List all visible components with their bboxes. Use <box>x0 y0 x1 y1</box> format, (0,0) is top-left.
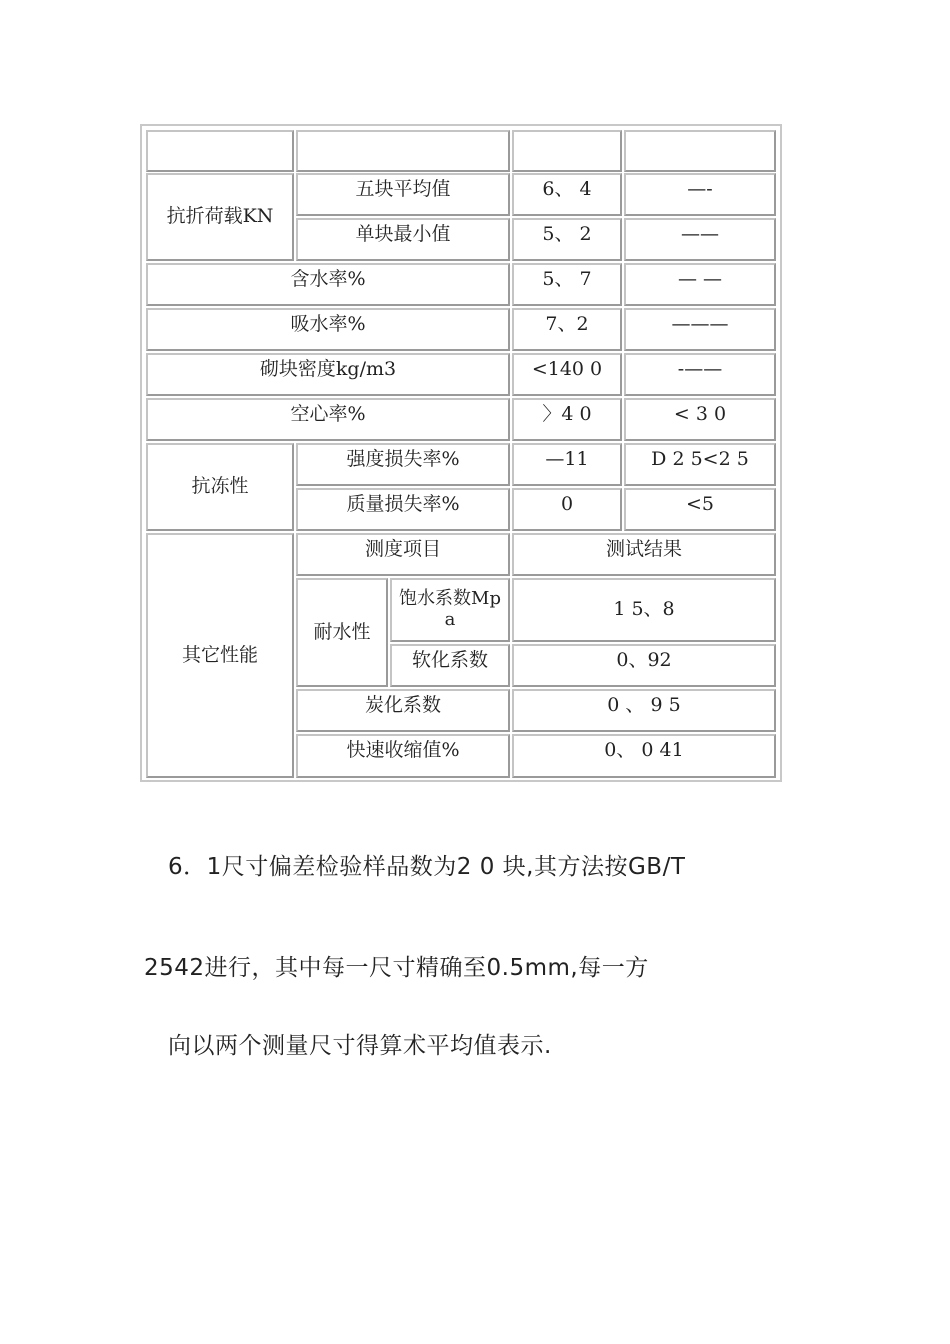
table-header-cell <box>146 130 294 172</box>
avg-five-value: 6、 4 <box>512 173 622 216</box>
properties-table <box>140 124 782 782</box>
min-single-label: 单块最小值 <box>296 218 510 261</box>
water-resistance-label: 耐水性 <box>296 578 388 687</box>
table-header-cell <box>512 130 622 172</box>
hollow-standard: < 3 0 <box>624 398 776 441</box>
mass-loss-label: 质量损失率% <box>296 488 510 531</box>
density-label: 砌块密度kg/m3 <box>146 353 510 396</box>
strength-loss-value: —11 <box>512 443 622 486</box>
paragraph-line-1: 6．1尺寸偏差检验样品数为2 0 块,其方法按GB/T <box>168 854 686 880</box>
softening-coefficient-label: 软化系数 <box>390 644 510 687</box>
moisture-value: 5、 7 <box>512 263 622 306</box>
absorption-value: 7、2 <box>512 308 622 351</box>
shrinkage-value: 0、 0 41 <box>512 734 776 778</box>
carbonation-coefficient-label: 炭化系数 <box>296 689 510 732</box>
moisture-label: 含水率% <box>146 263 510 306</box>
carbonation-coefficient-value: 0 、 9 5 <box>512 689 776 732</box>
density-value: <140 0 <box>512 353 622 396</box>
mass-loss-value: 0 <box>512 488 622 531</box>
absorption-standard: ——— <box>624 308 776 351</box>
flexural-load-label: 抗折荷载KN <box>146 173 294 261</box>
avg-five-standard: —- <box>624 173 776 216</box>
paragraph-line-3: 向以两个测量尺寸得算术平均值表示. <box>168 1033 552 1059</box>
other-properties-label: 其它性能 <box>146 533 294 778</box>
paragraph-line-2: 2542进行，其中每一尺寸精确至0.5mm,每一方 <box>144 955 649 981</box>
frost-resistance-label: 抗冻性 <box>146 443 294 531</box>
shrinkage-label: 快速收缩值% <box>296 734 510 778</box>
saturation-coefficient-label: 饱水系数Mpa <box>390 578 510 642</box>
softening-coefficient-value: 0、92 <box>512 644 776 687</box>
strength-loss-label: 强度损失率% <box>296 443 510 486</box>
avg-five-label: 五块平均值 <box>296 173 510 216</box>
mass-loss-standard: <5 <box>624 488 776 531</box>
min-single-standard: —— <box>624 218 776 261</box>
saturation-coefficient-value: 1 5、8 <box>512 578 776 642</box>
table-header-cell <box>624 130 776 172</box>
table-header-cell <box>296 130 510 172</box>
moisture-standard: — — <box>624 263 776 306</box>
measure-item-header: 测度项目 <box>296 533 510 576</box>
strength-loss-standard: D 2 5<2 5 <box>624 443 776 486</box>
min-single-value: 5、 2 <box>512 218 622 261</box>
hollow-label: 空心率% <box>146 398 510 441</box>
absorption-label: 吸水率% <box>146 308 510 351</box>
hollow-value: 〉4 0 <box>512 398 622 441</box>
test-result-header: 测试结果 <box>512 533 776 576</box>
density-standard: -—— <box>624 353 776 396</box>
